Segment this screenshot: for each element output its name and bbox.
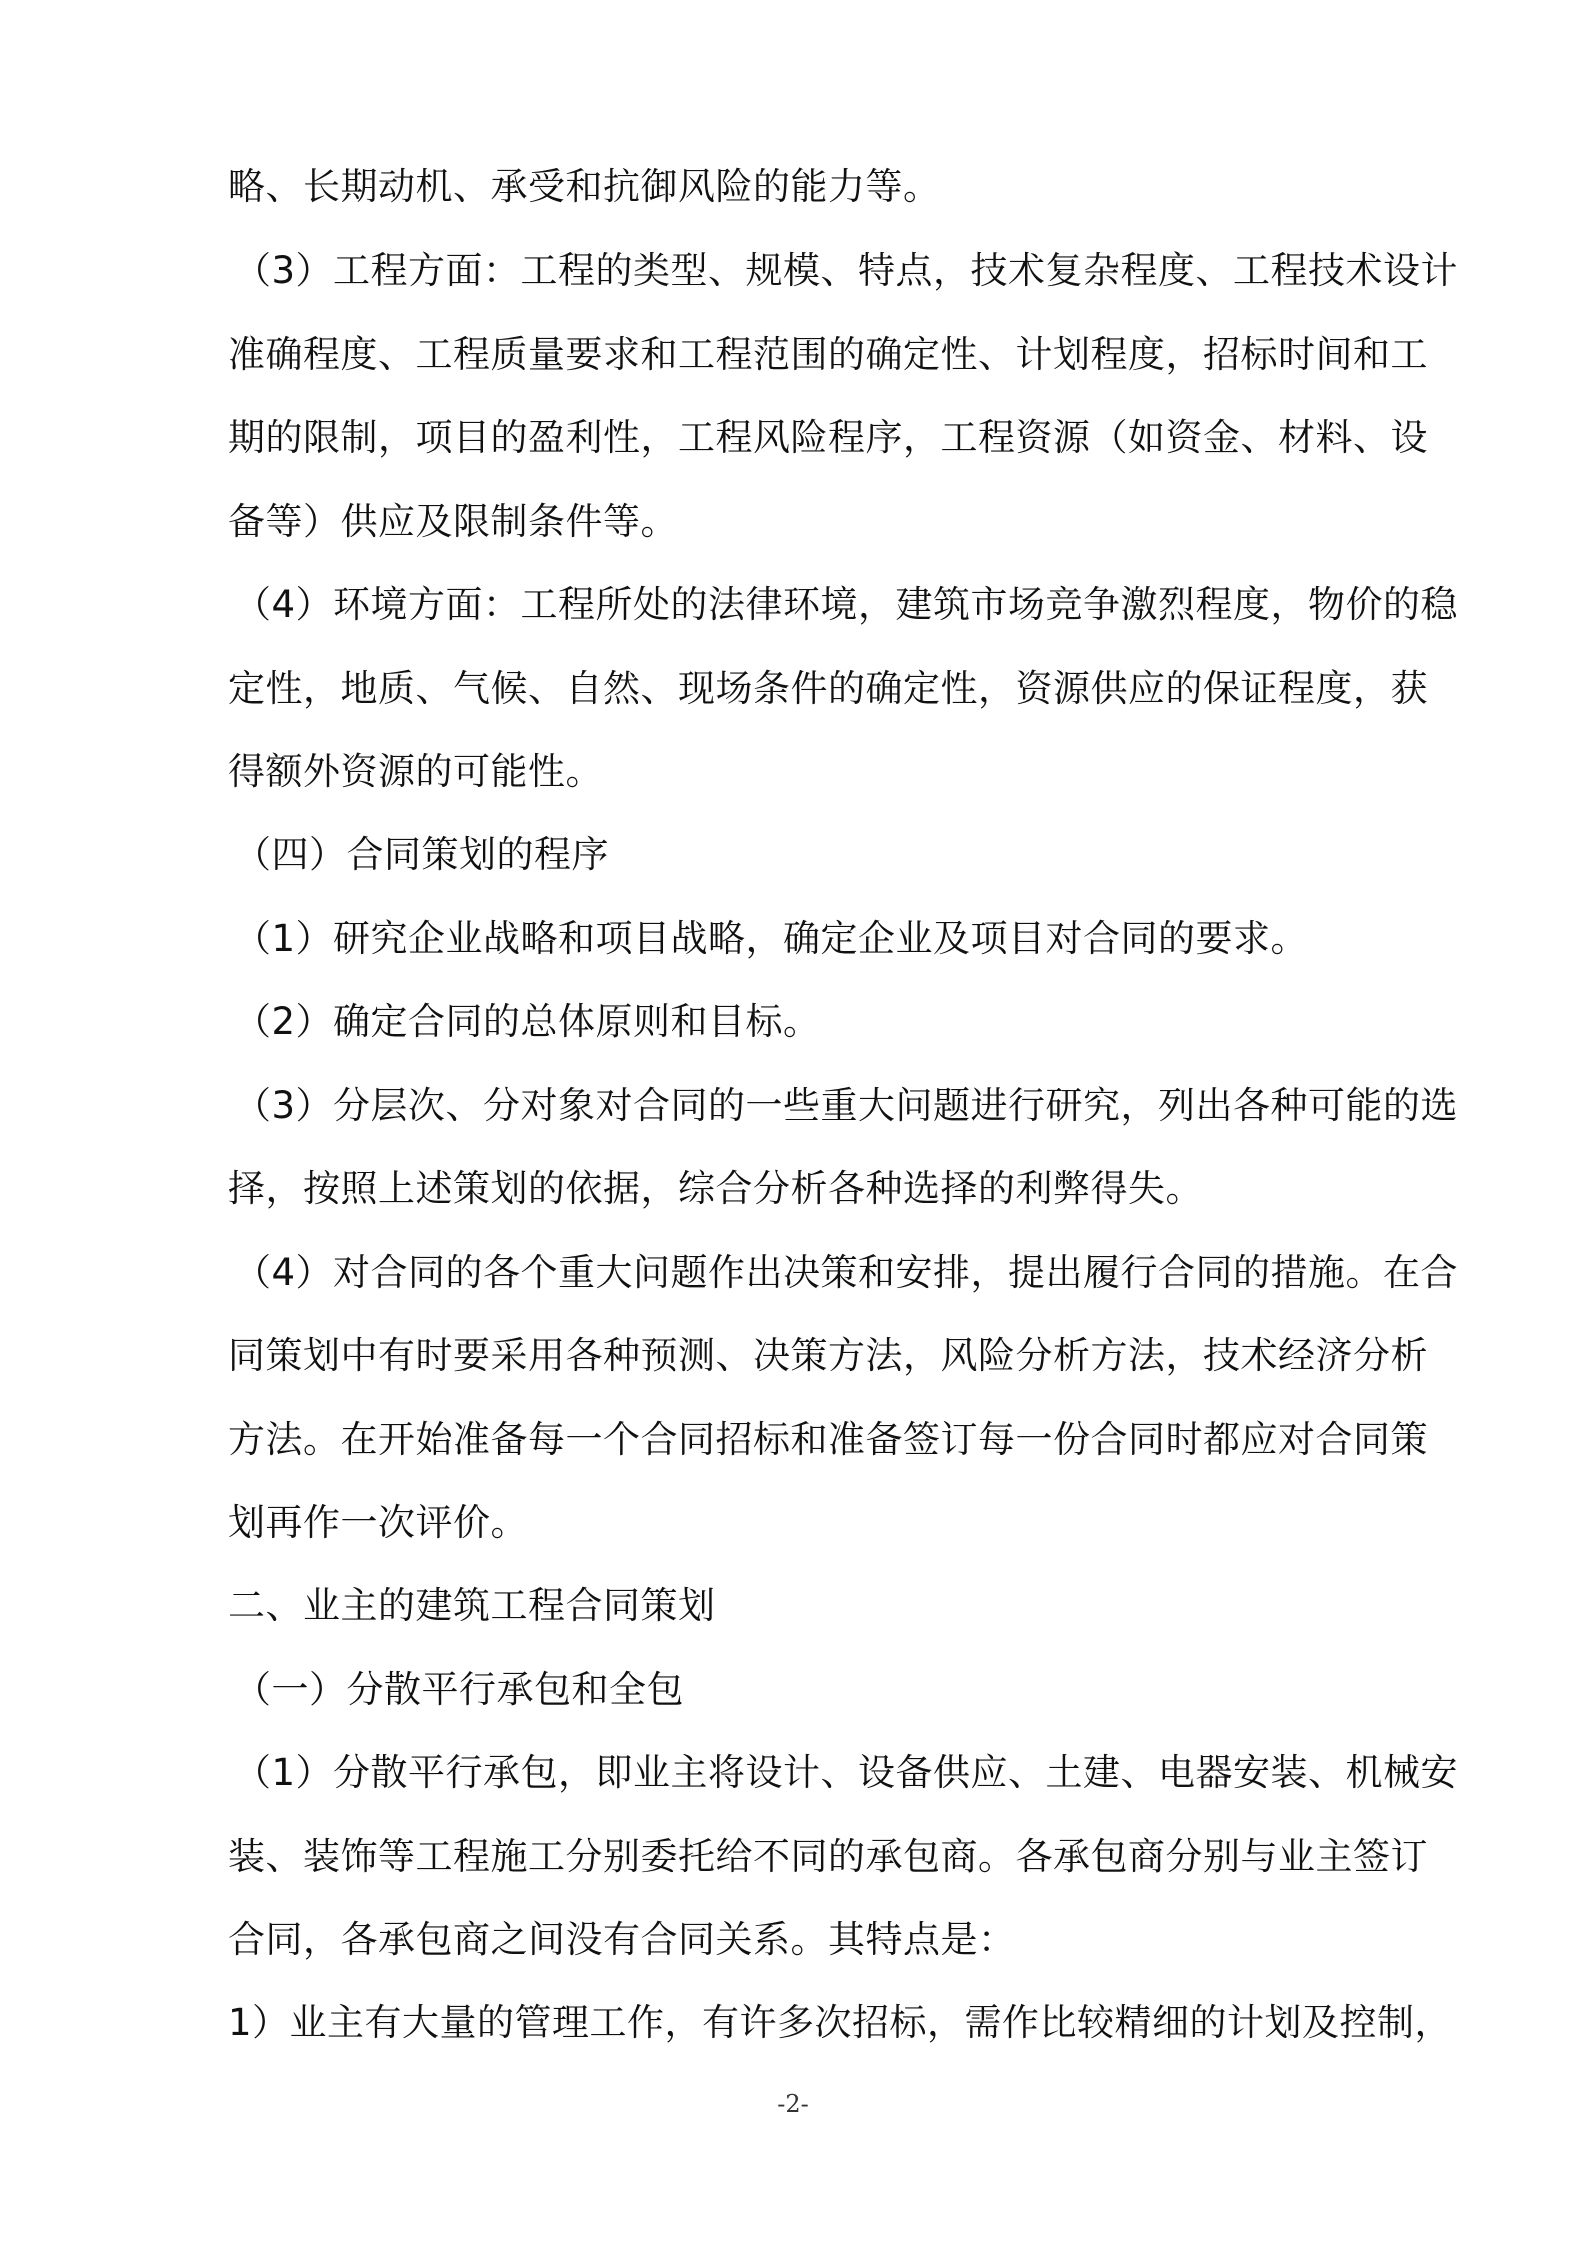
text-line: 方法。在开始准备每一个合同招标和准备签订每一份合同时都应对合同策 — [228, 1418, 1428, 1461]
section-heading: （一）分散平行承包和全包 — [234, 1668, 684, 1711]
section-heading: （四）合同策划的程序 — [234, 833, 609, 876]
text-line: 期的限制，项目的盈利性，工程风险程序，工程资源（如资金、材料、设 — [228, 416, 1428, 459]
text-line: （4）环境方面：工程所处的法律环境，建筑市场竞争激烈程度，物价的稳 — [234, 583, 1459, 626]
text-line: 备等）供应及限制条件等。 — [228, 500, 678, 543]
text-line: 同策划中有时要采用各种预测、决策方法，风险分析方法，技术经济分析 — [228, 1334, 1428, 1377]
text-line: （2）确定合同的总体原则和目标。 — [234, 1000, 821, 1043]
text-line: （3）分层次、分对象对合同的一些重大问题进行研究，列出各种可能的选 — [234, 1084, 1459, 1127]
text-line: 1）业主有大量的管理工作，有许多次招标，需作比较精细的计划及控制， — [228, 2001, 1453, 2044]
text-line: 装、装饰等工程施工分别委托给不同的承包商。各承包商分别与业主签订 — [228, 1835, 1428, 1878]
text-line: （4）对合同的各个重大问题作出决策和安排，提出履行合同的措施。在合 — [234, 1251, 1459, 1294]
text-line: 定性，地质、气候、自然、现场条件的确定性，资源供应的保证程度，获 — [228, 667, 1428, 710]
text-line: 得额外资源的可能性。 — [228, 750, 603, 793]
text-line: 略、长期动机、承受和抗御风险的能力等。 — [228, 165, 941, 208]
text-line: 划再作一次评价。 — [228, 1501, 528, 1544]
text-line: 准确程度、工程质量要求和工程范围的确定性、计划程度，招标时间和工 — [228, 333, 1428, 376]
chapter-heading: 二、业主的建筑工程合同策划 — [228, 1584, 716, 1627]
text-line: 择，按照上述策划的依据，综合分析各种选择的利弊得失。 — [228, 1167, 1203, 1210]
text-line: （1）研究企业战略和项目战略，确定企业及项目对合同的要求。 — [234, 917, 1309, 960]
text-line: （1）分散平行承包，即业主将设计、设备供应、土建、电器安装、机械安 — [234, 1751, 1459, 1794]
text-line: 合同，各承包商之间没有合同关系。其特点是： — [228, 1918, 1016, 1961]
page-number: -2- — [777, 2090, 809, 2118]
text-line: （3）工程方面：工程的类型、规模、特点，技术复杂程度、工程技术设计 — [234, 249, 1459, 292]
